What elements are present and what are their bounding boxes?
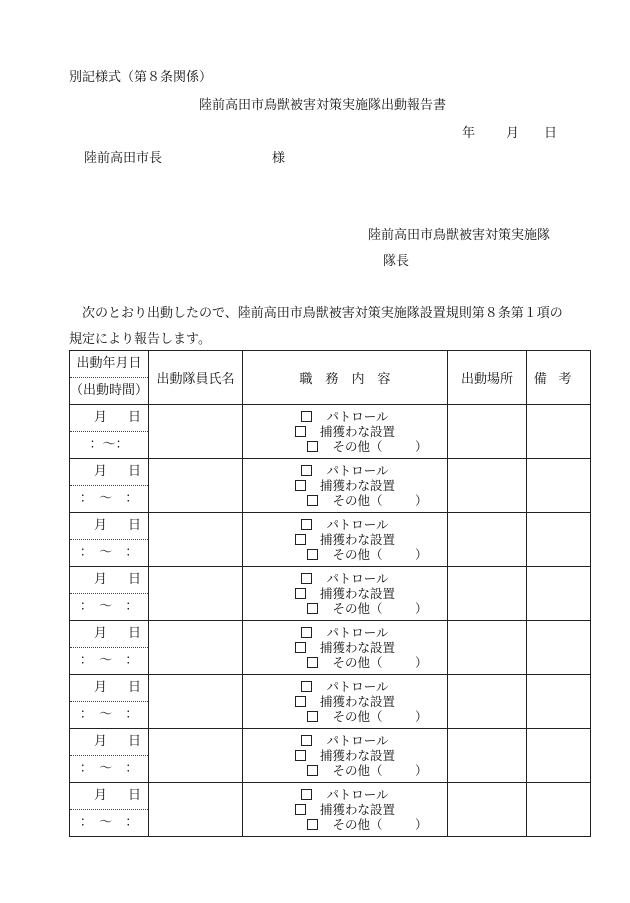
duties-cell	[243, 621, 448, 675]
checkbox-patrol[interactable]	[301, 465, 312, 476]
month-label: 月	[93, 788, 107, 803]
checkbox-other[interactable]	[307, 549, 318, 560]
date-entry	[70, 459, 148, 486]
dispatch-date-cell[interactable]	[70, 675, 149, 729]
member-names-cell[interactable]	[149, 459, 243, 513]
month-label: 月	[93, 572, 107, 587]
duty-option-label: その他（	[332, 709, 383, 724]
duty-option-patrol	[243, 733, 447, 748]
table-row	[70, 729, 591, 783]
day-label: 日	[127, 410, 141, 425]
dispatch-date-cell[interactable]	[70, 405, 149, 459]
time-entry: ：～：	[89, 437, 129, 452]
table-row	[70, 783, 591, 837]
duty-option-other	[243, 601, 447, 616]
addressee-name: 陸前高田市長	[84, 151, 163, 166]
day-label: 日	[127, 626, 141, 641]
month-label: 月	[93, 410, 107, 425]
header-member-names: 出動隊員氏名	[149, 351, 243, 405]
dispatch-date-cell[interactable]	[70, 513, 149, 567]
table-row	[70, 459, 591, 513]
dispatch-report-table	[69, 350, 591, 837]
duty-option-label: その他（	[332, 601, 383, 616]
member-names-cell[interactable]	[149, 621, 243, 675]
duty-option-label: 捕獲わな設置	[319, 532, 395, 547]
table-row	[70, 567, 591, 621]
remarks-cell[interactable]	[527, 513, 591, 567]
checkbox-other[interactable]	[307, 603, 318, 614]
checkbox-other[interactable]	[307, 657, 318, 668]
header-duties: 職 務 内 容	[243, 351, 448, 405]
duty-option-label: パトロール	[326, 733, 389, 748]
duties-cell	[243, 405, 448, 459]
checkbox-other[interactable]	[307, 765, 318, 776]
table-row	[70, 675, 591, 729]
checkbox-other[interactable]	[307, 495, 318, 506]
header-place: 出動場所	[448, 351, 527, 405]
other-close-paren: ）	[415, 763, 428, 778]
member-names-cell[interactable]	[149, 783, 243, 837]
duty-option-label: その他（	[332, 817, 383, 832]
day-label: 日	[127, 518, 141, 533]
duty-option-label: パトロール	[326, 571, 389, 586]
month-label: 月	[93, 518, 107, 533]
header-time-label: （出動時間）	[70, 383, 149, 398]
document-title: 陸前高田市鳥獣被害対策実施隊出動報告書	[199, 98, 447, 113]
day-label: 日	[127, 464, 141, 479]
checkbox-trap[interactable]	[295, 588, 306, 599]
checkbox-trap[interactable]	[295, 804, 306, 815]
duty-option-label: パトロール	[326, 679, 389, 694]
checkbox-patrol[interactable]	[301, 519, 312, 530]
time-entry: ： ～ ：	[79, 491, 139, 506]
duty-option-other	[243, 817, 447, 832]
duty-option-patrol	[243, 679, 447, 694]
table-row	[70, 621, 591, 675]
checkbox-trap[interactable]	[295, 534, 306, 545]
duty-option-patrol	[243, 571, 447, 586]
duty-option-label: パトロール	[326, 517, 389, 532]
remarks-cell[interactable]	[527, 729, 591, 783]
checkbox-other[interactable]	[307, 819, 318, 830]
duties-cell	[243, 675, 448, 729]
date-entry	[70, 513, 148, 540]
checkbox-patrol[interactable]	[301, 411, 312, 422]
reporting-organization: 陸前高田市鳥獣被害対策実施隊	[368, 228, 551, 243]
member-names-cell[interactable]	[149, 405, 243, 459]
other-close-paren: ）	[415, 601, 428, 616]
duty-option-trap	[243, 532, 447, 547]
duty-option-trap	[243, 640, 447, 655]
other-close-paren: ）	[415, 817, 428, 832]
duty-option-label: 捕獲わな設置	[319, 424, 395, 439]
duty-option-trap	[243, 802, 447, 817]
month-label: 月	[93, 626, 107, 641]
duty-option-label: その他（	[332, 655, 383, 670]
checkbox-trap[interactable]	[295, 750, 306, 761]
member-names-cell[interactable]	[149, 567, 243, 621]
statement-line-2: 規定により報告します。	[69, 332, 211, 347]
other-close-paren: ）	[415, 709, 428, 724]
duty-option-patrol	[243, 463, 447, 478]
form-number-label: 別記様式（第８条関係）	[69, 70, 213, 85]
dispatch-date-cell[interactable]	[70, 459, 149, 513]
duty-option-label: 捕獲わな設置	[319, 694, 395, 709]
day-label: 日	[127, 572, 141, 587]
report-statement	[69, 301, 589, 353]
statement-line-1: 次のとおり出動したので、陸前高田市鳥獣被害対策実施隊設置規則第８条第１項の	[82, 306, 563, 321]
date-entry	[70, 405, 148, 432]
date-month-label: 月	[506, 126, 520, 141]
remarks-cell[interactable]	[527, 459, 591, 513]
dispatch-date-cell[interactable]	[70, 621, 149, 675]
other-close-paren: ）	[415, 439, 428, 454]
duty-option-label: パトロール	[326, 463, 389, 478]
duties-cell	[243, 513, 448, 567]
duty-option-label: その他（	[332, 547, 383, 562]
table-row	[70, 405, 591, 459]
checkbox-other[interactable]	[307, 711, 318, 722]
duty-option-patrol	[243, 625, 447, 640]
time-entry: ： ～ ：	[79, 815, 139, 830]
checkbox-patrol[interactable]	[301, 681, 312, 692]
day-label: 日	[127, 680, 141, 695]
member-names-cell[interactable]	[149, 675, 243, 729]
duty-option-label: 捕獲わな設置	[319, 748, 395, 763]
duty-option-label: パトロール	[326, 787, 389, 802]
duty-option-label: 捕獲わな設置	[319, 586, 395, 601]
duty-option-other	[243, 709, 447, 724]
duty-option-label: その他（	[332, 763, 383, 778]
leader-title: 隊長	[383, 254, 410, 269]
duty-option-label: パトロール	[326, 409, 389, 424]
checkbox-other[interactable]	[307, 441, 318, 452]
duty-option-label: パトロール	[326, 625, 389, 640]
date-day-label: 日	[544, 126, 558, 141]
duty-option-patrol	[243, 517, 447, 532]
other-close-paren: ）	[415, 655, 428, 670]
member-names-cell[interactable]	[149, 513, 243, 567]
remarks-cell[interactable]	[527, 567, 591, 621]
place-cell[interactable]	[448, 459, 527, 513]
dispatch-date-cell[interactable]	[70, 729, 149, 783]
place-cell[interactable]	[448, 567, 527, 621]
dispatch-date-cell[interactable]	[70, 567, 149, 621]
time-entry: ： ～ ：	[79, 545, 139, 560]
duties-cell	[243, 729, 448, 783]
place-cell[interactable]	[448, 783, 527, 837]
date-entry	[70, 783, 148, 810]
checkbox-patrol[interactable]	[301, 573, 312, 584]
duty-option-label: 捕獲わな設置	[319, 802, 395, 817]
addressee	[84, 147, 286, 166]
date-entry	[70, 675, 148, 702]
duty-option-patrol	[243, 409, 447, 424]
time-entry: ： ～ ：	[79, 599, 139, 614]
time-entry: ： ～ ：	[79, 653, 139, 668]
time-entry: ： ～ ：	[79, 761, 139, 776]
other-close-paren: ）	[415, 493, 428, 508]
duties-cell	[243, 459, 448, 513]
remarks-cell[interactable]	[527, 621, 591, 675]
duty-option-label: 捕獲わな設置	[319, 478, 395, 493]
member-names-cell[interactable]	[149, 729, 243, 783]
day-label: 日	[127, 788, 141, 803]
place-cell[interactable]	[448, 675, 527, 729]
table-header-row	[70, 351, 591, 405]
duty-option-trap	[243, 424, 447, 439]
duty-option-trap	[243, 478, 447, 493]
duty-option-label: その他（	[332, 439, 383, 454]
duties-cell	[243, 783, 448, 837]
place-cell[interactable]	[448, 621, 527, 675]
time-entry: ： ～ ：	[79, 707, 139, 722]
remarks-cell[interactable]	[527, 675, 591, 729]
duty-option-other	[243, 763, 447, 778]
place-cell[interactable]	[448, 729, 527, 783]
duty-option-patrol	[243, 787, 447, 802]
duty-option-trap	[243, 586, 447, 601]
day-label: 日	[127, 734, 141, 749]
month-label: 月	[93, 464, 107, 479]
date-entry	[70, 621, 148, 648]
checkbox-trap[interactable]	[295, 642, 306, 653]
place-cell[interactable]	[448, 513, 527, 567]
place-cell[interactable]	[448, 405, 527, 459]
checkbox-trap[interactable]	[295, 696, 306, 707]
duty-option-trap	[243, 694, 447, 709]
checkbox-trap[interactable]	[295, 426, 306, 437]
checkbox-patrol[interactable]	[301, 735, 312, 746]
duty-option-other	[243, 493, 447, 508]
header-remarks: 備考	[527, 351, 591, 405]
honorific: 様	[272, 151, 286, 166]
header-dispatch-date	[70, 351, 149, 405]
duty-option-label: その他（	[332, 493, 383, 508]
report-date	[462, 122, 557, 141]
date-entry	[70, 567, 148, 594]
duty-option-other	[243, 439, 447, 454]
remarks-cell[interactable]	[527, 783, 591, 837]
remarks-cell[interactable]	[527, 405, 591, 459]
duties-cell	[243, 567, 448, 621]
checkbox-patrol[interactable]	[301, 627, 312, 638]
header-date-label: 出動年月日	[70, 351, 148, 378]
duty-option-trap	[243, 748, 447, 763]
other-close-paren: ）	[415, 547, 428, 562]
table-row	[70, 513, 591, 567]
month-label: 月	[93, 680, 107, 695]
date-year-label: 年	[462, 126, 476, 141]
month-label: 月	[93, 734, 107, 749]
duty-option-label: 捕獲わな設置	[319, 640, 395, 655]
dispatch-date-cell[interactable]	[70, 783, 149, 837]
duty-option-other	[243, 655, 447, 670]
checkbox-patrol[interactable]	[301, 789, 312, 800]
date-entry	[70, 729, 148, 756]
duty-option-other	[243, 547, 447, 562]
checkbox-trap[interactable]	[295, 480, 306, 491]
